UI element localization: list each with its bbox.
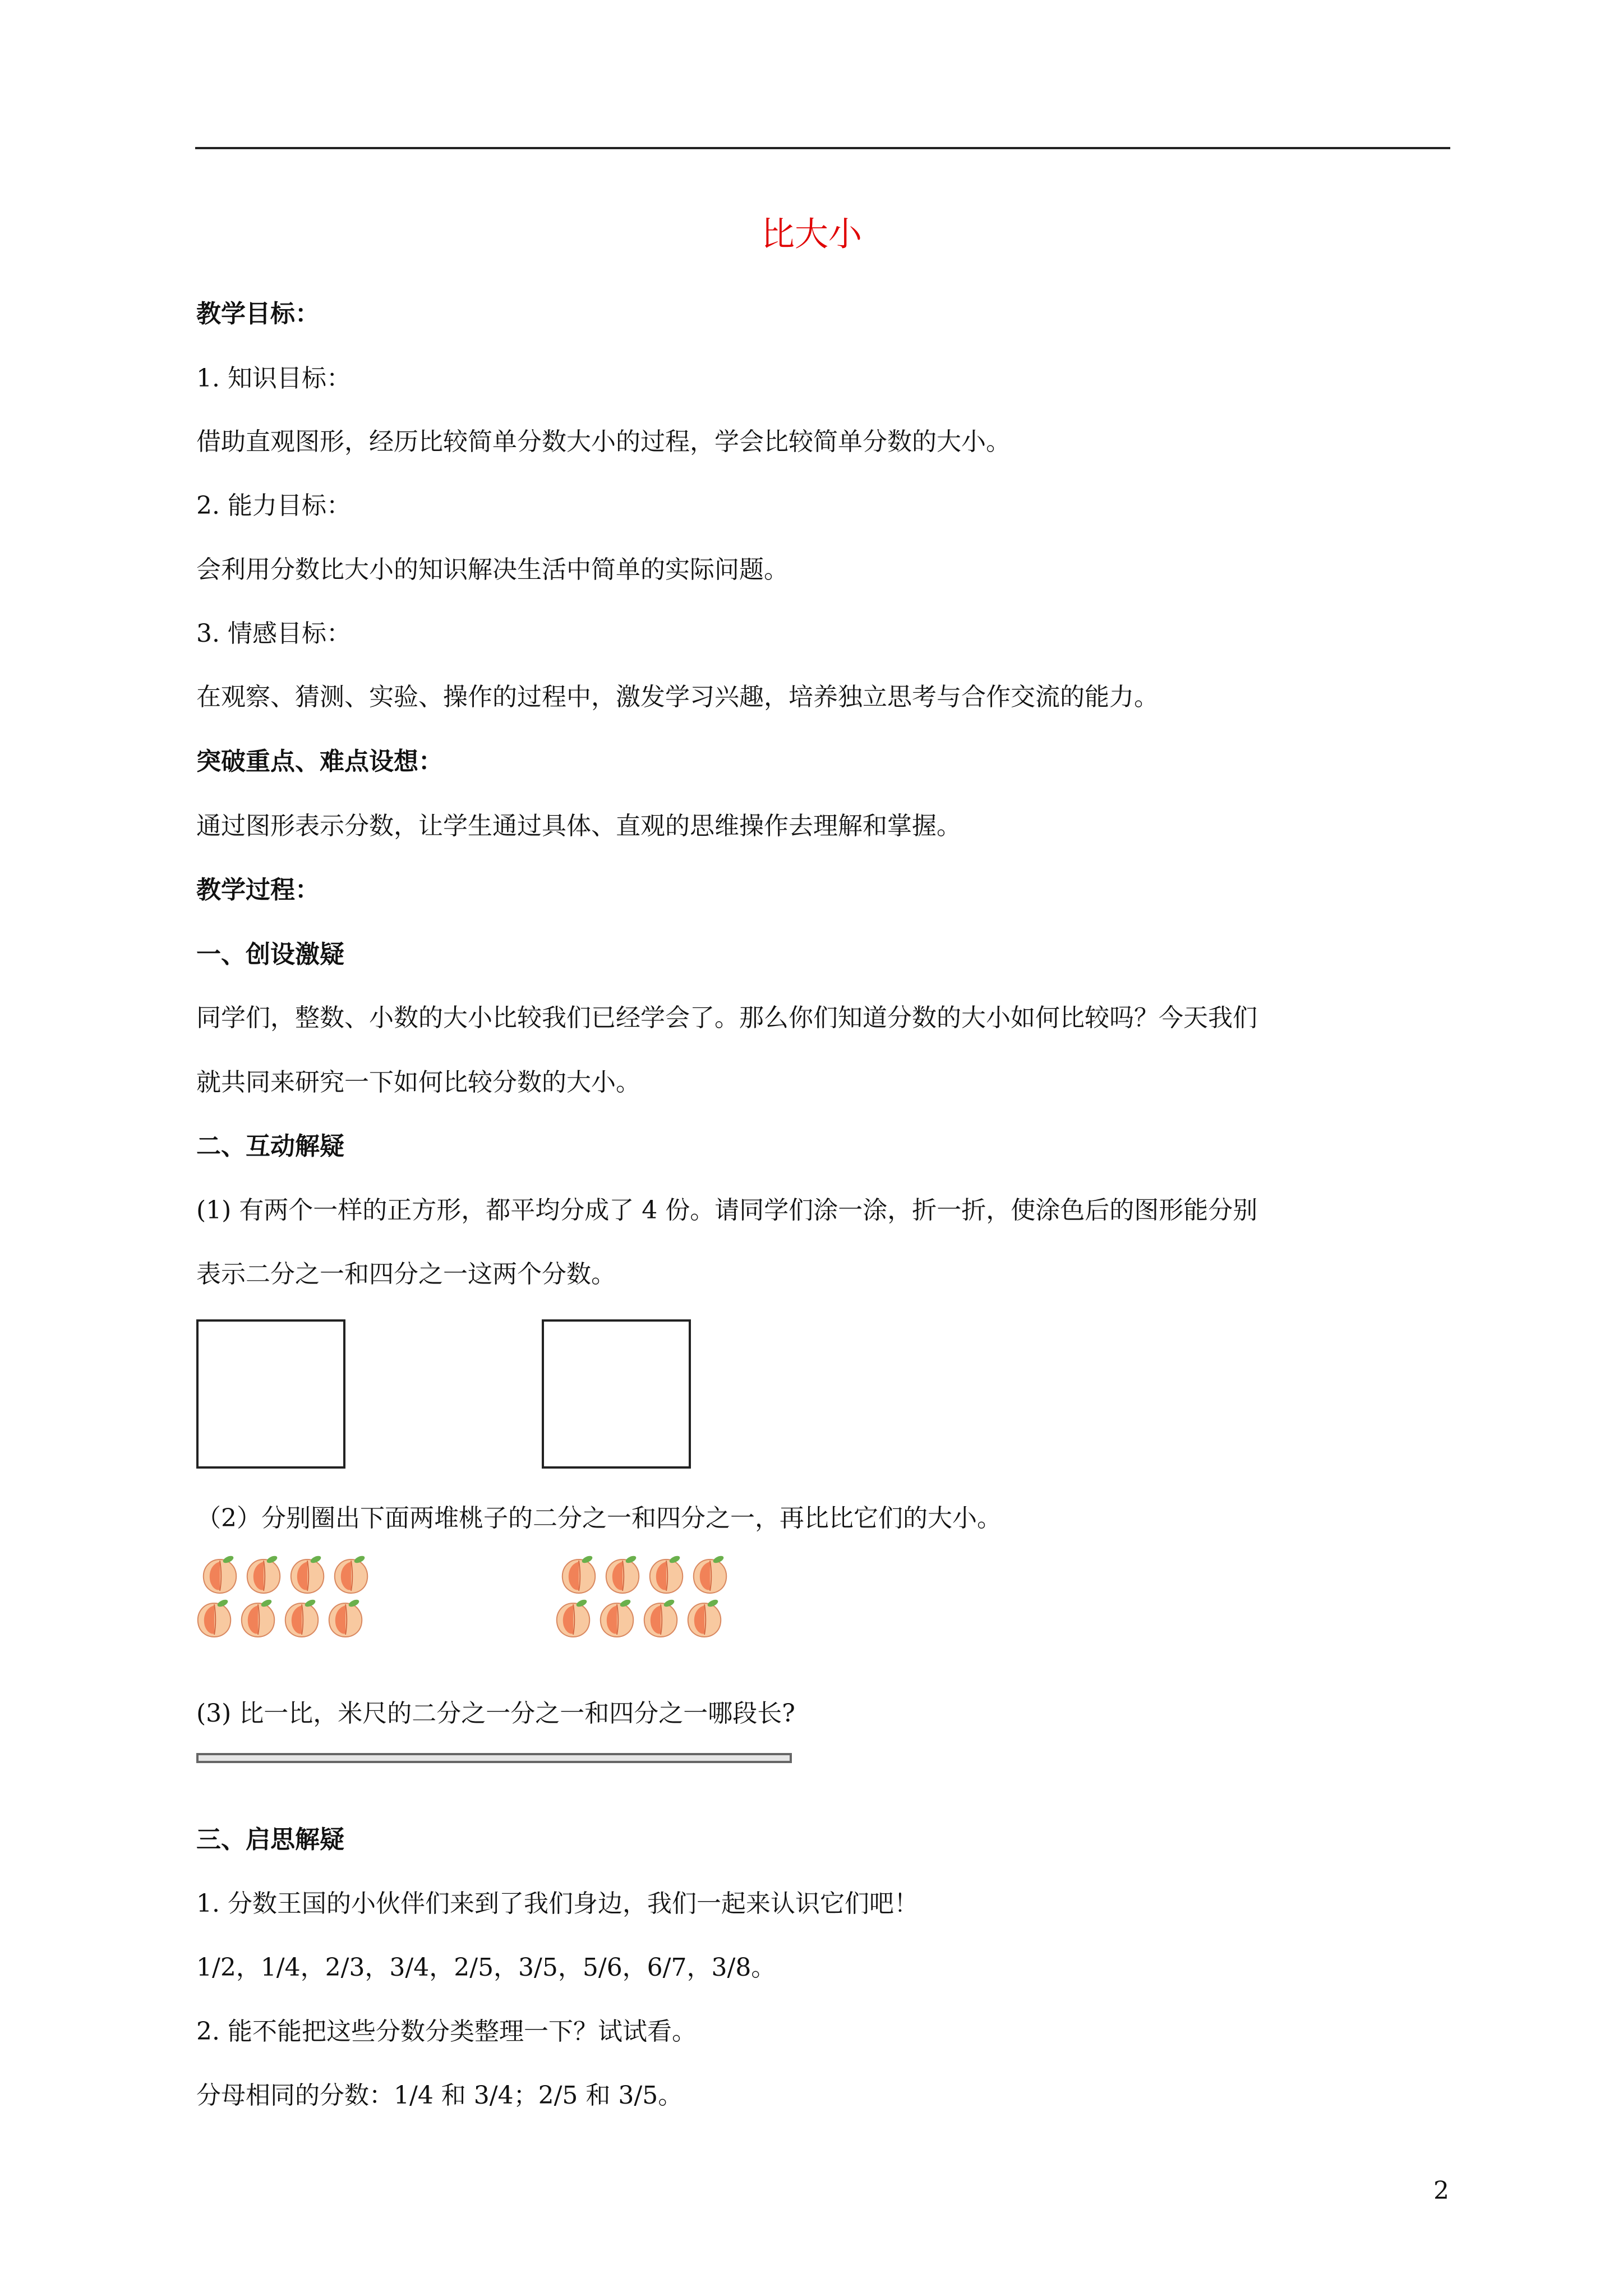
peach-icon xyxy=(287,1554,328,1595)
peach-icon xyxy=(193,1598,235,1639)
text-line: 3. 情感目标： xyxy=(196,619,351,648)
text-line: 通过图形表示分数，让学生通过具体、直观的思维操作去理解和掌握。 xyxy=(196,812,961,840)
page-number: 2 xyxy=(1433,2177,1449,2205)
empty-square-left xyxy=(196,1319,345,1469)
text-line: 突破重点、难点设想： xyxy=(196,747,443,776)
text-line: 就共同来研究一下如何比较分数的大小。 xyxy=(196,1068,640,1097)
text-line: 会利用分数比大小的知识解决生活中简单的实际问题。 xyxy=(196,555,789,584)
text-line: （2）分别圈出下面两堆桃子的二分之一和四分之一，再比比它们的大小。 xyxy=(196,1504,1002,1533)
peach-group-right xyxy=(552,1554,743,1644)
peach-icon xyxy=(237,1598,279,1639)
page-title: 比大小 xyxy=(761,215,862,254)
text-line: 二、互动解疑 xyxy=(196,1132,344,1161)
text-line: 2. 能力目标： xyxy=(196,491,351,520)
text-line: 2. 能不能把这些分数分类整理一下？试试看。 xyxy=(196,2017,697,2046)
peach-group-left xyxy=(193,1554,384,1644)
peach-icon xyxy=(199,1554,241,1595)
text-line: 三、启思解疑 xyxy=(196,1825,344,1854)
peach-icon xyxy=(330,1554,372,1595)
peach-icon xyxy=(558,1554,600,1595)
peach-icon xyxy=(684,1598,725,1639)
peach-icon xyxy=(602,1554,643,1595)
text-line: 1/2，1/4，2/3，3/4，2/5，3/5，5/6，6/7，3/8。 xyxy=(196,1953,776,1982)
peach-icon xyxy=(325,1598,366,1639)
text-line: 表示二分之一和四分之一这两个分数。 xyxy=(196,1260,616,1289)
empty-square-right xyxy=(542,1319,691,1469)
peach-icon xyxy=(645,1554,687,1595)
peach-icon xyxy=(640,1598,681,1639)
text-line: 在观察、猜测、实验、操作的过程中，激发学习兴趣，培养独立思考与合作交流的能力。 xyxy=(196,683,1159,711)
peach-icon xyxy=(596,1598,638,1639)
header-rule xyxy=(195,147,1450,149)
text-line: (3) 比一比，米尺的二分之一分之一和四分之一哪段长? xyxy=(196,1699,795,1728)
text-line: 一、创设激疑 xyxy=(196,940,344,969)
text-line: 教学过程： xyxy=(196,876,320,904)
meter-ruler xyxy=(196,1753,792,1763)
peach-icon xyxy=(243,1554,284,1595)
text-line: 1. 分数王国的小伙伴们来到了我们身边，我们一起来认识它们吧！ xyxy=(196,1889,919,1918)
text-line: 分母相同的分数：1/4 和 3/4；2/5 和 3/5。 xyxy=(196,2081,683,2110)
text-line: 借助直观图形，经历比较简单分数大小的过程，学会比较简单分数的大小。 xyxy=(196,427,1011,456)
text-line: (1) 有两个一样的正方形，都平均分成了 4 份。请同学们涂一涂，折一折，使涂色后的图形能分别 xyxy=(196,1196,1258,1225)
text-line: 同学们，整数、小数的大小比较我们已经学会了。那么你们知道分数的大小如何比较吗？今天我们 xyxy=(196,1004,1257,1032)
text-line: 1. 知识目标： xyxy=(196,364,351,393)
peach-icon xyxy=(281,1598,322,1639)
text-line: 教学目标： xyxy=(196,300,320,328)
peach-icon xyxy=(689,1554,731,1595)
peach-icon xyxy=(552,1598,594,1639)
